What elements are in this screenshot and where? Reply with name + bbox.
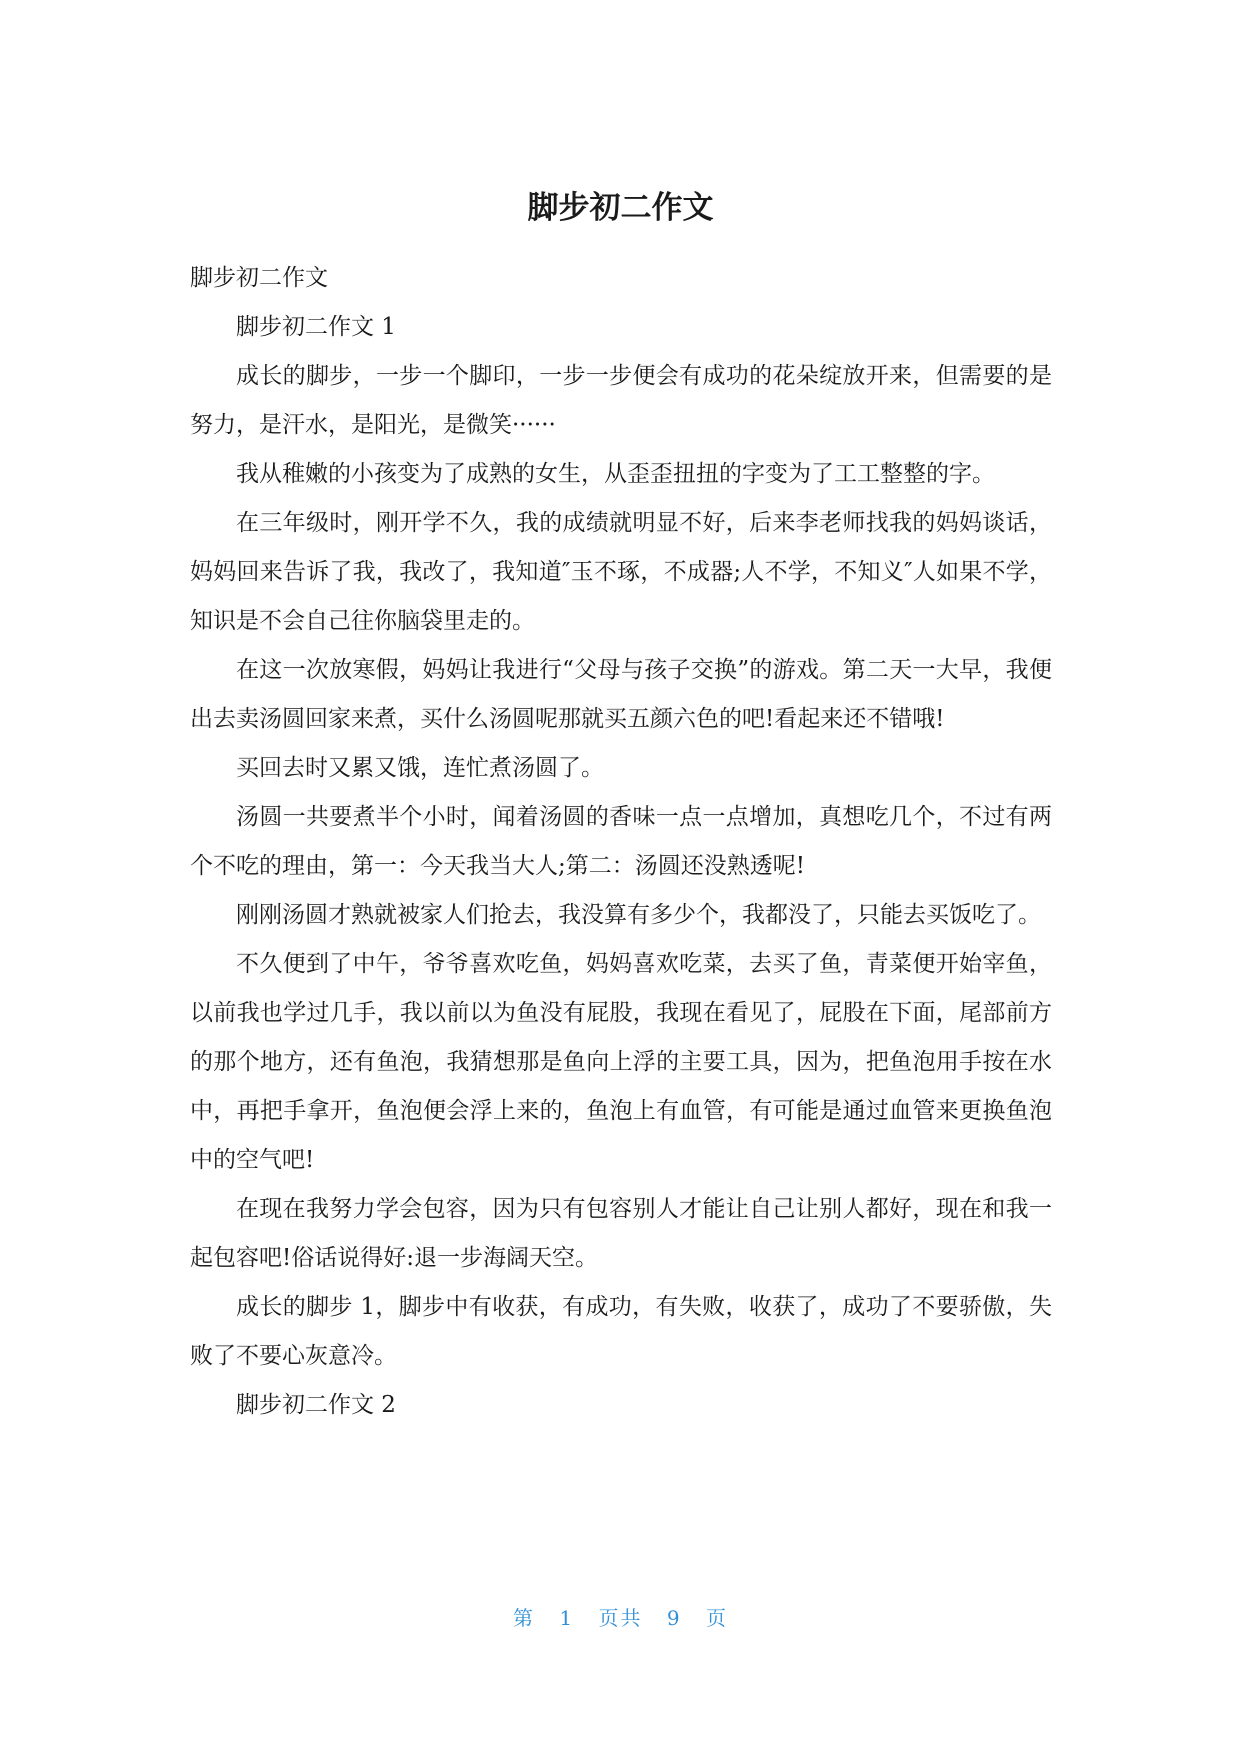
body-paragraph: 成长的脚步，一步一个脚印，一步一步便会有成功的花朵绽放开来，但需要的是努力，是汗水，是阳光，是微笑······ (190, 363, 1052, 438)
page-footer (0, 1602, 1241, 1631)
body-paragraph: 刚刚汤圆才熟就被家人们抢去，我没算有多少个，我都没了，只能去买饭吃了。 (236, 902, 1041, 928)
subtitle-paragraph: 脚步初二作文 (190, 265, 328, 291)
body-paragraph: 汤圆一共要煮半个小时，闻着汤圆的香味一点一点增加，真想吃几个，不过有两个不吃的理由，第一：今天我当大人;第二：汤圆还没熟透呢! (190, 804, 1052, 879)
section-heading-2: 脚步初二作文 2 (236, 1392, 396, 1418)
body-paragraph: 买回去时又累又饿，连忙煮汤圆了。 (236, 755, 604, 781)
body-paragraph: 在三年级时，刚开学不久，我的成绩就明显不好，后来李老师找我的妈妈谈话，妈妈回来告诉了我，我改了，我知道″玉不琢，不成器;人不学，不知义″人如果不学，知识是不会自己往你脑袋里走的。 (190, 510, 1052, 634)
body-paragraph: 我从稚嫩的小孩变为了成熟的女生，从歪歪扭扭的字变为了工工整整的字。 (236, 461, 995, 487)
section-heading-1: 脚步初二作文 1 (236, 314, 396, 340)
footer-page-suffix: 页 (705, 1606, 728, 1630)
footer-current-page: 1 (559, 1606, 575, 1630)
document-body (190, 254, 1052, 1430)
footer-page-word: 第 (513, 1606, 536, 1630)
body-paragraph: 成长的脚步 1，脚步中有收获，有成功，有失败，收获了，成功了不要骄傲，失败了不要心灰意冷。 (190, 1294, 1052, 1369)
body-paragraph: 在现在我努力学会包容，因为只有包容别人才能让自己让别人都好，现在和我一起包容吧!俗话说得好:退一步海阔天空。 (190, 1196, 1052, 1271)
footer-of-word: 页共 (598, 1606, 643, 1630)
document-title: 脚步初二作文 (527, 190, 714, 226)
body-paragraph: 在这一次放寒假，妈妈让我进行“父母与孩子交换”的游戏。第二天一大早，我便出去卖汤圆回家来煮，买什么汤圆呢那就买五颜六色的吧!看起来还不错哦! (190, 657, 1052, 732)
footer-total-pages: 9 (666, 1606, 682, 1630)
body-paragraph: 不久便到了中午，爷爷喜欢吃鱼，妈妈喜欢吃菜，去买了鱼，青菜便开始宰鱼，以前我也学过几手，我以前以为鱼没有屁股，我现在看见了，屁股在下面，尾部前方的那个地方，还有鱼泡，我猜想那是鱼向上浮的主要工具，因为，把鱼泡用手按在水中，再把手拿开，鱼泡便会浮上来的，鱼泡上有血管，有可能是通过血管来更换鱼泡中的空气吧! (190, 951, 1052, 1173)
